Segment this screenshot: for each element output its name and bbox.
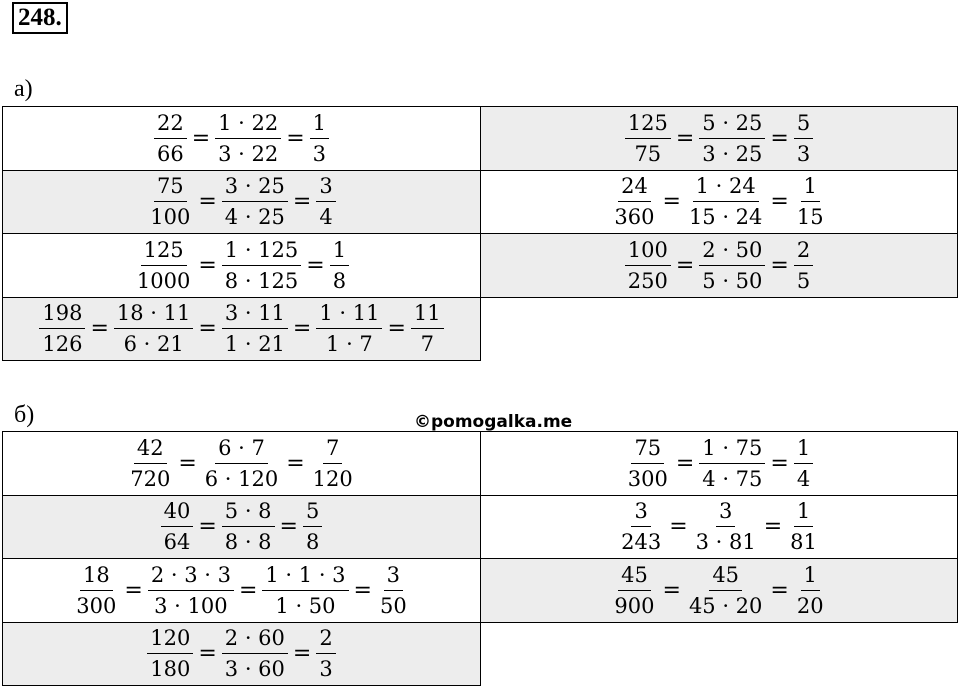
denominator: 4 · 25 — [224, 205, 285, 230]
fraction-cell — [2, 170, 481, 235]
numerator: 18 · 11 — [114, 300, 193, 329]
denominator: 360 — [614, 205, 655, 230]
problem-number: 248. — [12, 2, 68, 34]
denominator: 1 · 50 — [275, 593, 336, 618]
numerator: 2 · 60 — [222, 625, 288, 654]
equals-sign: = — [286, 450, 305, 476]
fraction — [699, 435, 765, 492]
denominator: 3 · 100 — [154, 593, 228, 618]
equals-sign: = — [353, 577, 372, 603]
numerator: 1 · 75 — [699, 435, 765, 464]
fraction-equation — [622, 110, 816, 167]
numerator: 75 — [631, 435, 664, 464]
denominator: 15 · 24 — [688, 205, 763, 230]
fraction — [114, 300, 193, 357]
numerator: 1 · 22 — [215, 110, 281, 139]
denominator: 8 — [305, 530, 320, 555]
fraction-cell — [480, 170, 958, 235]
fraction — [127, 435, 173, 492]
fraction — [411, 300, 444, 357]
denominator: 4 · 75 — [702, 466, 763, 491]
fraction — [316, 300, 382, 357]
fraction — [316, 173, 335, 230]
fraction — [699, 110, 765, 167]
denominator: 3 — [796, 141, 811, 166]
equals-sign: = — [286, 125, 305, 151]
denominator: 5 — [796, 268, 811, 293]
denominator: 75 — [634, 141, 662, 166]
part-a-label: а) — [14, 76, 33, 102]
denominator: 45 · 20 — [688, 593, 763, 618]
numerator: 3 — [631, 498, 650, 527]
numerator: 125 — [141, 237, 187, 266]
watermark: ©pomogalka.me — [414, 412, 573, 432]
fraction — [303, 498, 322, 555]
denominator: 81 — [790, 530, 817, 555]
numerator: 5 — [303, 498, 322, 527]
fraction — [222, 173, 288, 230]
numerator: 198 — [39, 300, 85, 329]
fraction — [222, 498, 275, 555]
fraction — [202, 435, 281, 492]
fraction — [39, 300, 85, 357]
denominator: 3 · 60 — [224, 657, 285, 682]
fraction — [611, 562, 657, 619]
equals-sign: = — [770, 189, 789, 215]
numerator: 45 — [618, 562, 651, 591]
denominator: 15 — [796, 205, 824, 230]
fraction — [161, 498, 194, 555]
fraction — [222, 300, 288, 357]
denominator: 3 — [319, 657, 333, 682]
numerator: 5 · 8 — [222, 498, 275, 527]
fraction — [625, 110, 671, 167]
denominator: 5 · 50 — [702, 268, 763, 293]
equals-sign: = — [675, 125, 695, 151]
denominator: 120 — [312, 466, 353, 491]
equals-sign: = — [198, 252, 217, 278]
fraction-cell — [2, 106, 481, 171]
numerator: 3 · 25 — [222, 173, 288, 202]
denominator: 180 — [150, 657, 191, 682]
equals-sign: = — [763, 514, 783, 540]
denominator: 6 · 21 — [123, 332, 184, 357]
numerator: 2 — [794, 237, 813, 266]
fraction — [330, 237, 349, 294]
equals-sign: = — [90, 316, 109, 342]
denominator: 4 — [319, 205, 333, 230]
fraction — [686, 562, 765, 619]
numerator: 1 · 1 · 3 — [262, 562, 348, 591]
equals-sign: = — [124, 577, 143, 603]
fraction-equation — [158, 498, 326, 555]
fraction — [693, 498, 759, 555]
numerator: 75 — [154, 173, 187, 202]
fraction — [699, 237, 765, 294]
denominator: 900 — [614, 593, 655, 618]
numerator: 6 · 7 — [215, 435, 268, 464]
fraction-equation — [70, 562, 412, 619]
fraction — [794, 173, 827, 230]
numerator: 125 — [625, 110, 671, 139]
equals-sign: = — [770, 450, 789, 476]
equals-sign: = — [198, 189, 217, 215]
fraction — [148, 562, 234, 619]
equals-sign: = — [662, 577, 681, 603]
fraction — [147, 173, 193, 230]
numerator: 1 · 11 — [316, 300, 382, 329]
fraction — [377, 562, 410, 619]
numerator: 1 — [794, 498, 813, 527]
fraction-equation — [36, 300, 446, 357]
numerator: 1 · 24 — [693, 173, 759, 202]
numerator: 40 — [161, 498, 194, 527]
fraction-equation — [608, 562, 829, 619]
fraction — [222, 625, 288, 682]
denominator: 6 · 120 — [204, 466, 279, 491]
equals-sign: = — [662, 189, 681, 215]
equals-sign: = — [669, 514, 688, 540]
fraction — [794, 237, 813, 294]
numerator: 24 — [618, 173, 651, 202]
denominator: 8 — [332, 268, 347, 293]
fraction — [154, 110, 187, 167]
fraction-cell — [2, 233, 481, 298]
fraction — [686, 173, 765, 230]
numerator: 1 — [330, 237, 349, 266]
fraction-equation — [622, 237, 816, 294]
numerator: 7 — [323, 435, 342, 464]
denominator: 8 · 125 — [224, 268, 299, 293]
denominator: 3 — [312, 141, 327, 166]
numerator: 5 · 25 — [699, 110, 765, 139]
fraction-cell — [2, 495, 481, 560]
equals-sign: = — [198, 641, 217, 667]
fraction-equation — [151, 110, 332, 167]
equals-sign: = — [770, 125, 789, 151]
fraction — [310, 110, 329, 167]
denominator: 4 — [796, 466, 811, 491]
fraction-cell — [480, 233, 958, 298]
denominator: 243 — [621, 530, 662, 555]
fraction — [794, 110, 813, 167]
fraction — [787, 498, 820, 555]
fraction — [618, 498, 664, 555]
equals-sign: = — [387, 316, 406, 342]
numerator: 5 — [794, 110, 813, 139]
numerator: 3 — [316, 173, 335, 202]
equals-sign: = — [770, 577, 789, 603]
equals-sign: = — [238, 577, 258, 603]
fraction-equation — [144, 173, 338, 230]
fraction — [625, 237, 671, 294]
denominator: 300 — [627, 466, 668, 491]
fraction — [316, 625, 335, 682]
numerator: 22 — [154, 110, 187, 139]
equals-sign: = — [306, 252, 325, 278]
denominator: 20 — [796, 593, 824, 618]
equals-sign: = — [675, 252, 695, 278]
denominator: 50 — [379, 593, 407, 618]
denominator: 64 — [163, 530, 191, 555]
fraction — [794, 562, 827, 619]
numerator: 3 — [384, 562, 403, 591]
equals-sign: = — [292, 641, 312, 667]
fraction-equation — [144, 625, 338, 682]
numerator: 1 · 125 — [222, 237, 301, 266]
denominator: 1 · 7 — [326, 332, 373, 357]
numerator: 2 · 3 · 3 — [148, 562, 234, 591]
denominator: 1000 — [136, 268, 191, 293]
numerator: 100 — [625, 237, 671, 266]
fraction-cell — [2, 622, 481, 687]
denominator: 1 · 21 — [224, 332, 285, 357]
numerator: 45 — [709, 562, 742, 591]
numerator: 3 · 11 — [222, 300, 288, 329]
equals-sign: = — [191, 125, 211, 151]
fraction-equation — [124, 435, 359, 492]
fraction-cell — [480, 106, 958, 171]
fraction-equation — [131, 237, 352, 294]
numerator: 2 · 50 — [699, 237, 765, 266]
numerator: 3 — [716, 498, 735, 527]
fraction-cell — [480, 431, 958, 496]
equals-sign: = — [770, 252, 789, 278]
denominator: 720 — [130, 466, 171, 491]
denominator: 7 — [420, 332, 434, 357]
fraction-cell — [2, 431, 481, 496]
fraction-cell — [480, 495, 958, 560]
denominator: 100 — [150, 205, 191, 230]
fraction — [222, 237, 301, 294]
fraction — [215, 110, 281, 167]
denominator: 3 · 81 — [695, 530, 756, 555]
equals-sign: = — [178, 450, 197, 476]
fraction-equation — [622, 435, 816, 492]
equals-sign: = — [198, 514, 217, 540]
fraction — [794, 435, 813, 492]
fraction — [310, 435, 356, 492]
denominator: 250 — [627, 268, 668, 293]
numerator: 1 — [794, 435, 813, 464]
fraction — [73, 562, 119, 619]
equals-sign: = — [675, 450, 695, 476]
part-b-label: б) — [14, 402, 35, 428]
fraction-equation — [608, 173, 829, 230]
numerator: 120 — [147, 625, 193, 654]
denominator: 300 — [76, 593, 117, 618]
denominator: 3 · 22 — [218, 141, 279, 166]
numerator: 2 — [316, 625, 335, 654]
equals-sign: = — [279, 514, 298, 540]
numerator: 1 — [801, 562, 820, 591]
numerator: 1 — [310, 110, 329, 139]
numerator: 1 — [801, 173, 820, 202]
fraction-cell — [2, 297, 481, 362]
fraction — [625, 435, 671, 492]
fraction — [262, 562, 348, 619]
denominator: 8 · 8 — [224, 530, 272, 555]
denominator: 66 — [156, 141, 184, 166]
equals-sign: = — [292, 316, 312, 342]
equals-sign: = — [198, 316, 217, 342]
denominator: 126 — [42, 332, 83, 357]
fraction — [147, 625, 193, 682]
fraction — [611, 173, 657, 230]
fraction-cell — [480, 558, 958, 623]
fraction-cell — [2, 558, 481, 623]
numerator: 18 — [80, 562, 113, 591]
fraction — [134, 237, 193, 294]
numerator: 42 — [134, 435, 167, 464]
equals-sign: = — [292, 189, 312, 215]
numerator: 11 — [411, 300, 444, 329]
denominator: 3 · 25 — [702, 141, 763, 166]
fraction-equation — [615, 498, 823, 555]
